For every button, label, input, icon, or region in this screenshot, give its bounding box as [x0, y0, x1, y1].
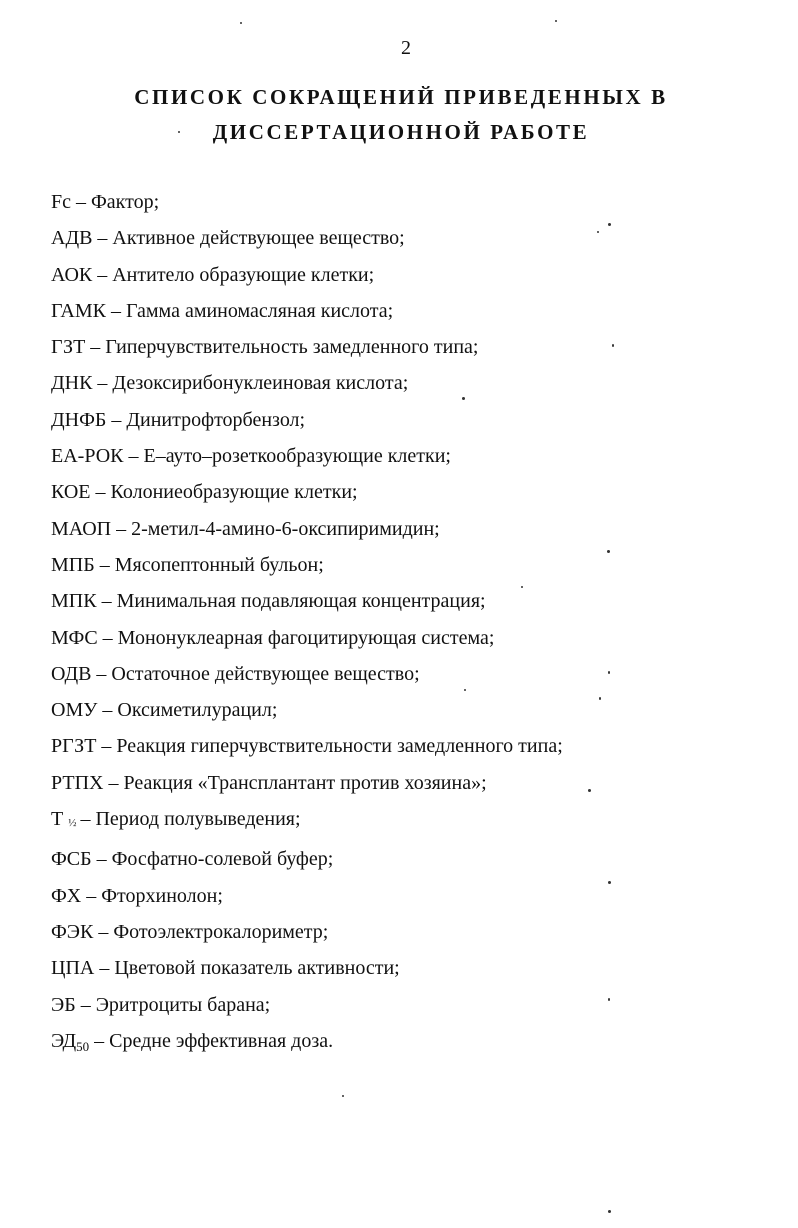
- scan-speck: [178, 131, 180, 133]
- ed50-text: – Средне эффективная доза.: [94, 1029, 334, 1052]
- abbreviation-item: ДНК – Дезоксирибонуклеиновая кислота;: [51, 372, 409, 395]
- page-title-line-1: СПИСОК СОКРАЩЕНИЙ ПРИВЕДЕННЫХ В: [134, 85, 668, 109]
- scan-speck: [588, 789, 591, 792]
- abbreviation-item: ОМУ – Оксиметилурацил;: [51, 699, 278, 722]
- scan-speck: [555, 20, 557, 22]
- abbreviation-item: ГЗТ – Гиперчувствительность замедленного типа;: [51, 336, 479, 359]
- ed50-symbol: ЭД: [51, 1029, 77, 1052]
- abbreviation-item: ДНФБ – Динитрофторбензол;: [51, 408, 306, 431]
- scan-speck: [599, 697, 601, 700]
- scan-speck: [608, 881, 611, 884]
- page-title: [0, 80, 798, 150]
- abbreviation-item: МПК – Минимальная подавляющая концентрация;: [51, 590, 486, 613]
- abbreviation-item: МАОП – 2-метил-4-амино-6-оксипиримидин;: [51, 517, 440, 540]
- scan-speck: [608, 671, 610, 674]
- abbreviation-item: ГАМК – Гамма аминомасляная кислота;: [51, 299, 394, 322]
- half-life-text: – Период полувыведения;: [80, 808, 301, 831]
- abbreviation-item: ОДВ – Остаточное действующее вещество;: [51, 662, 420, 685]
- scan-speck: [608, 998, 610, 1001]
- abbreviation-item: МФС – Мононуклеарная фагоцитирующая система;: [51, 626, 495, 649]
- abbreviation-item: КОЕ – Колониеобразующие клетки;: [51, 481, 358, 504]
- abbreviation-item-ed50: [51, 1023, 563, 1065]
- abbreviation-item: ЦПА – Цветовой показатель активности;: [51, 957, 400, 980]
- abbreviation-item: ФСБ – Фосфатно-солевой буфер;: [51, 848, 334, 871]
- abbreviation-item: МПБ – Мясопептонный бульон;: [51, 553, 324, 576]
- abbreviation-item: РТПХ – Реакция «Трансплантант против хозяина»;: [51, 771, 487, 794]
- scan-speck: [608, 1210, 611, 1213]
- abbreviation-item-half-life: [51, 801, 563, 841]
- scan-speck: [612, 344, 614, 347]
- page-number: 2: [401, 37, 411, 59]
- scan-speck: [240, 22, 242, 24]
- abbreviation-item: ЭБ – Эритроциты барана;: [51, 993, 271, 1016]
- abbreviation-item: ФЭК – Фотоэлектрокалориметр;: [51, 920, 329, 943]
- abbreviation-item: ФХ – Фторхинолон;: [51, 884, 223, 907]
- abbreviation-list: [51, 184, 563, 1065]
- scan-speck: [342, 1095, 344, 1097]
- ed50-subscript: 50: [76, 1038, 90, 1054]
- half-life-subscript: ½: [68, 817, 77, 830]
- scan-speck: [462, 397, 465, 400]
- abbreviation-item: ЕА-РОК – Е–ауто–розеткообразующие клетки;: [51, 445, 451, 468]
- scan-speck: [464, 689, 466, 691]
- abbreviation-item: Fc – Фактор;: [51, 191, 160, 213]
- abbreviation-item: РГЗТ – Реакция гиперчувствительности замедленного типа;: [51, 735, 563, 758]
- abbreviation-item: АДВ – Активное действующее вещество;: [51, 227, 405, 250]
- abbreviation-item: АОК – Антитело образующие клетки;: [51, 263, 375, 286]
- half-life-symbol: Т: [51, 808, 64, 831]
- scan-speck: [597, 231, 599, 233]
- scan-speck: [608, 223, 611, 226]
- scan-speck: [607, 550, 610, 553]
- page-title-line-2: ДИССЕРТАЦИОННОЙ РАБОТЕ: [212, 120, 590, 144]
- scan-speck: [521, 586, 523, 588]
